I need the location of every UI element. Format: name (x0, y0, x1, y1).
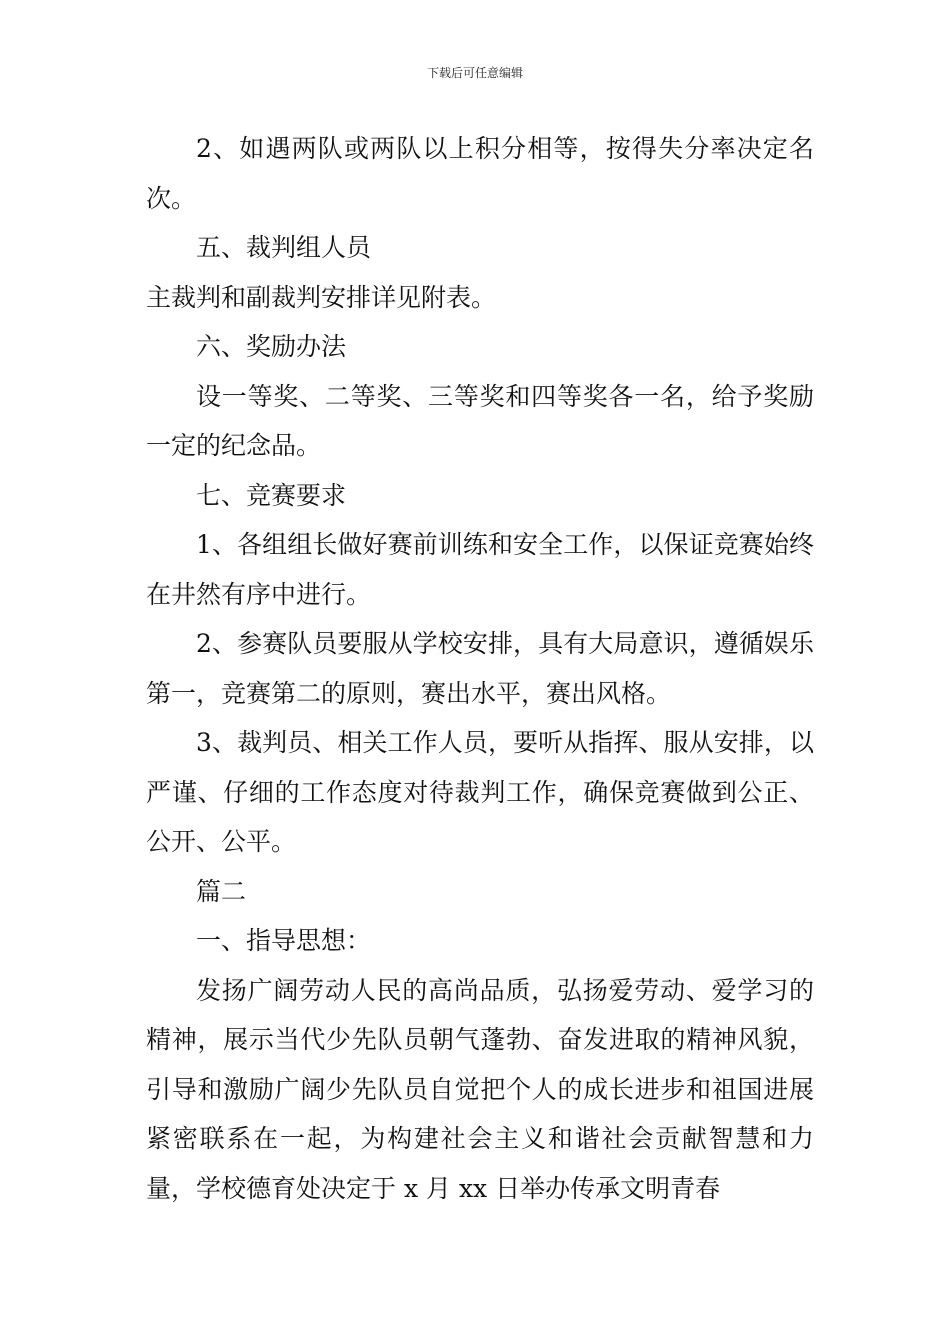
paragraph: 2、参赛队员要服从学校安排，具有大局意识，遵循娱乐第一，竞赛第二的原则，赛出水平，赛出风格。 (146, 629, 814, 708)
section-heading: 一、指导思想： (196, 926, 372, 955)
page-header-note: 下载后可任意编辑 (426, 66, 523, 80)
section-heading: 七、竞赛要求 (196, 480, 347, 510)
document-body (146, 124, 814, 1213)
section-heading: 五、裁判组人员 (196, 233, 372, 262)
paragraph: 1、各组组长做好赛前训练和安全工作，以保证竞赛始终在井然有序中进行。 (146, 530, 814, 609)
paragraph: 设一等奖、二等奖、三等奖和四等奖各一名，给予奖励一定的纪念品。 (146, 381, 814, 460)
part-heading: 篇二 (196, 876, 247, 906)
paragraph: 2、如遇两队或两队以上积分相等，按得失分率决定名次。 (146, 134, 814, 213)
section-heading: 六、奖励办法 (196, 332, 347, 361)
paragraph: 3、裁判员、相关工作人员，要听从指挥、服从安排，以严谨、仔细的工作态度对待裁判工作，确保竞赛做到公正、公开、公平。 (146, 728, 814, 856)
paragraph: 发扬广阔劳动人民的高尚品质，弘扬爱劳动、爱学习的精神，展示当代少先队员朝气蓬勃、奋发进取的精神风貌，引导和激励广阔少先队员自觉把个人的成长进步和祖国进展紧密联系在一起，为构建社会主义和谐社会贡献智慧和力量，学校德育处决定于 x 月 xx 日举办传承文明青春 (146, 975, 814, 1203)
paragraph: 主裁判和副裁判安排详见附表。 (146, 282, 497, 312)
